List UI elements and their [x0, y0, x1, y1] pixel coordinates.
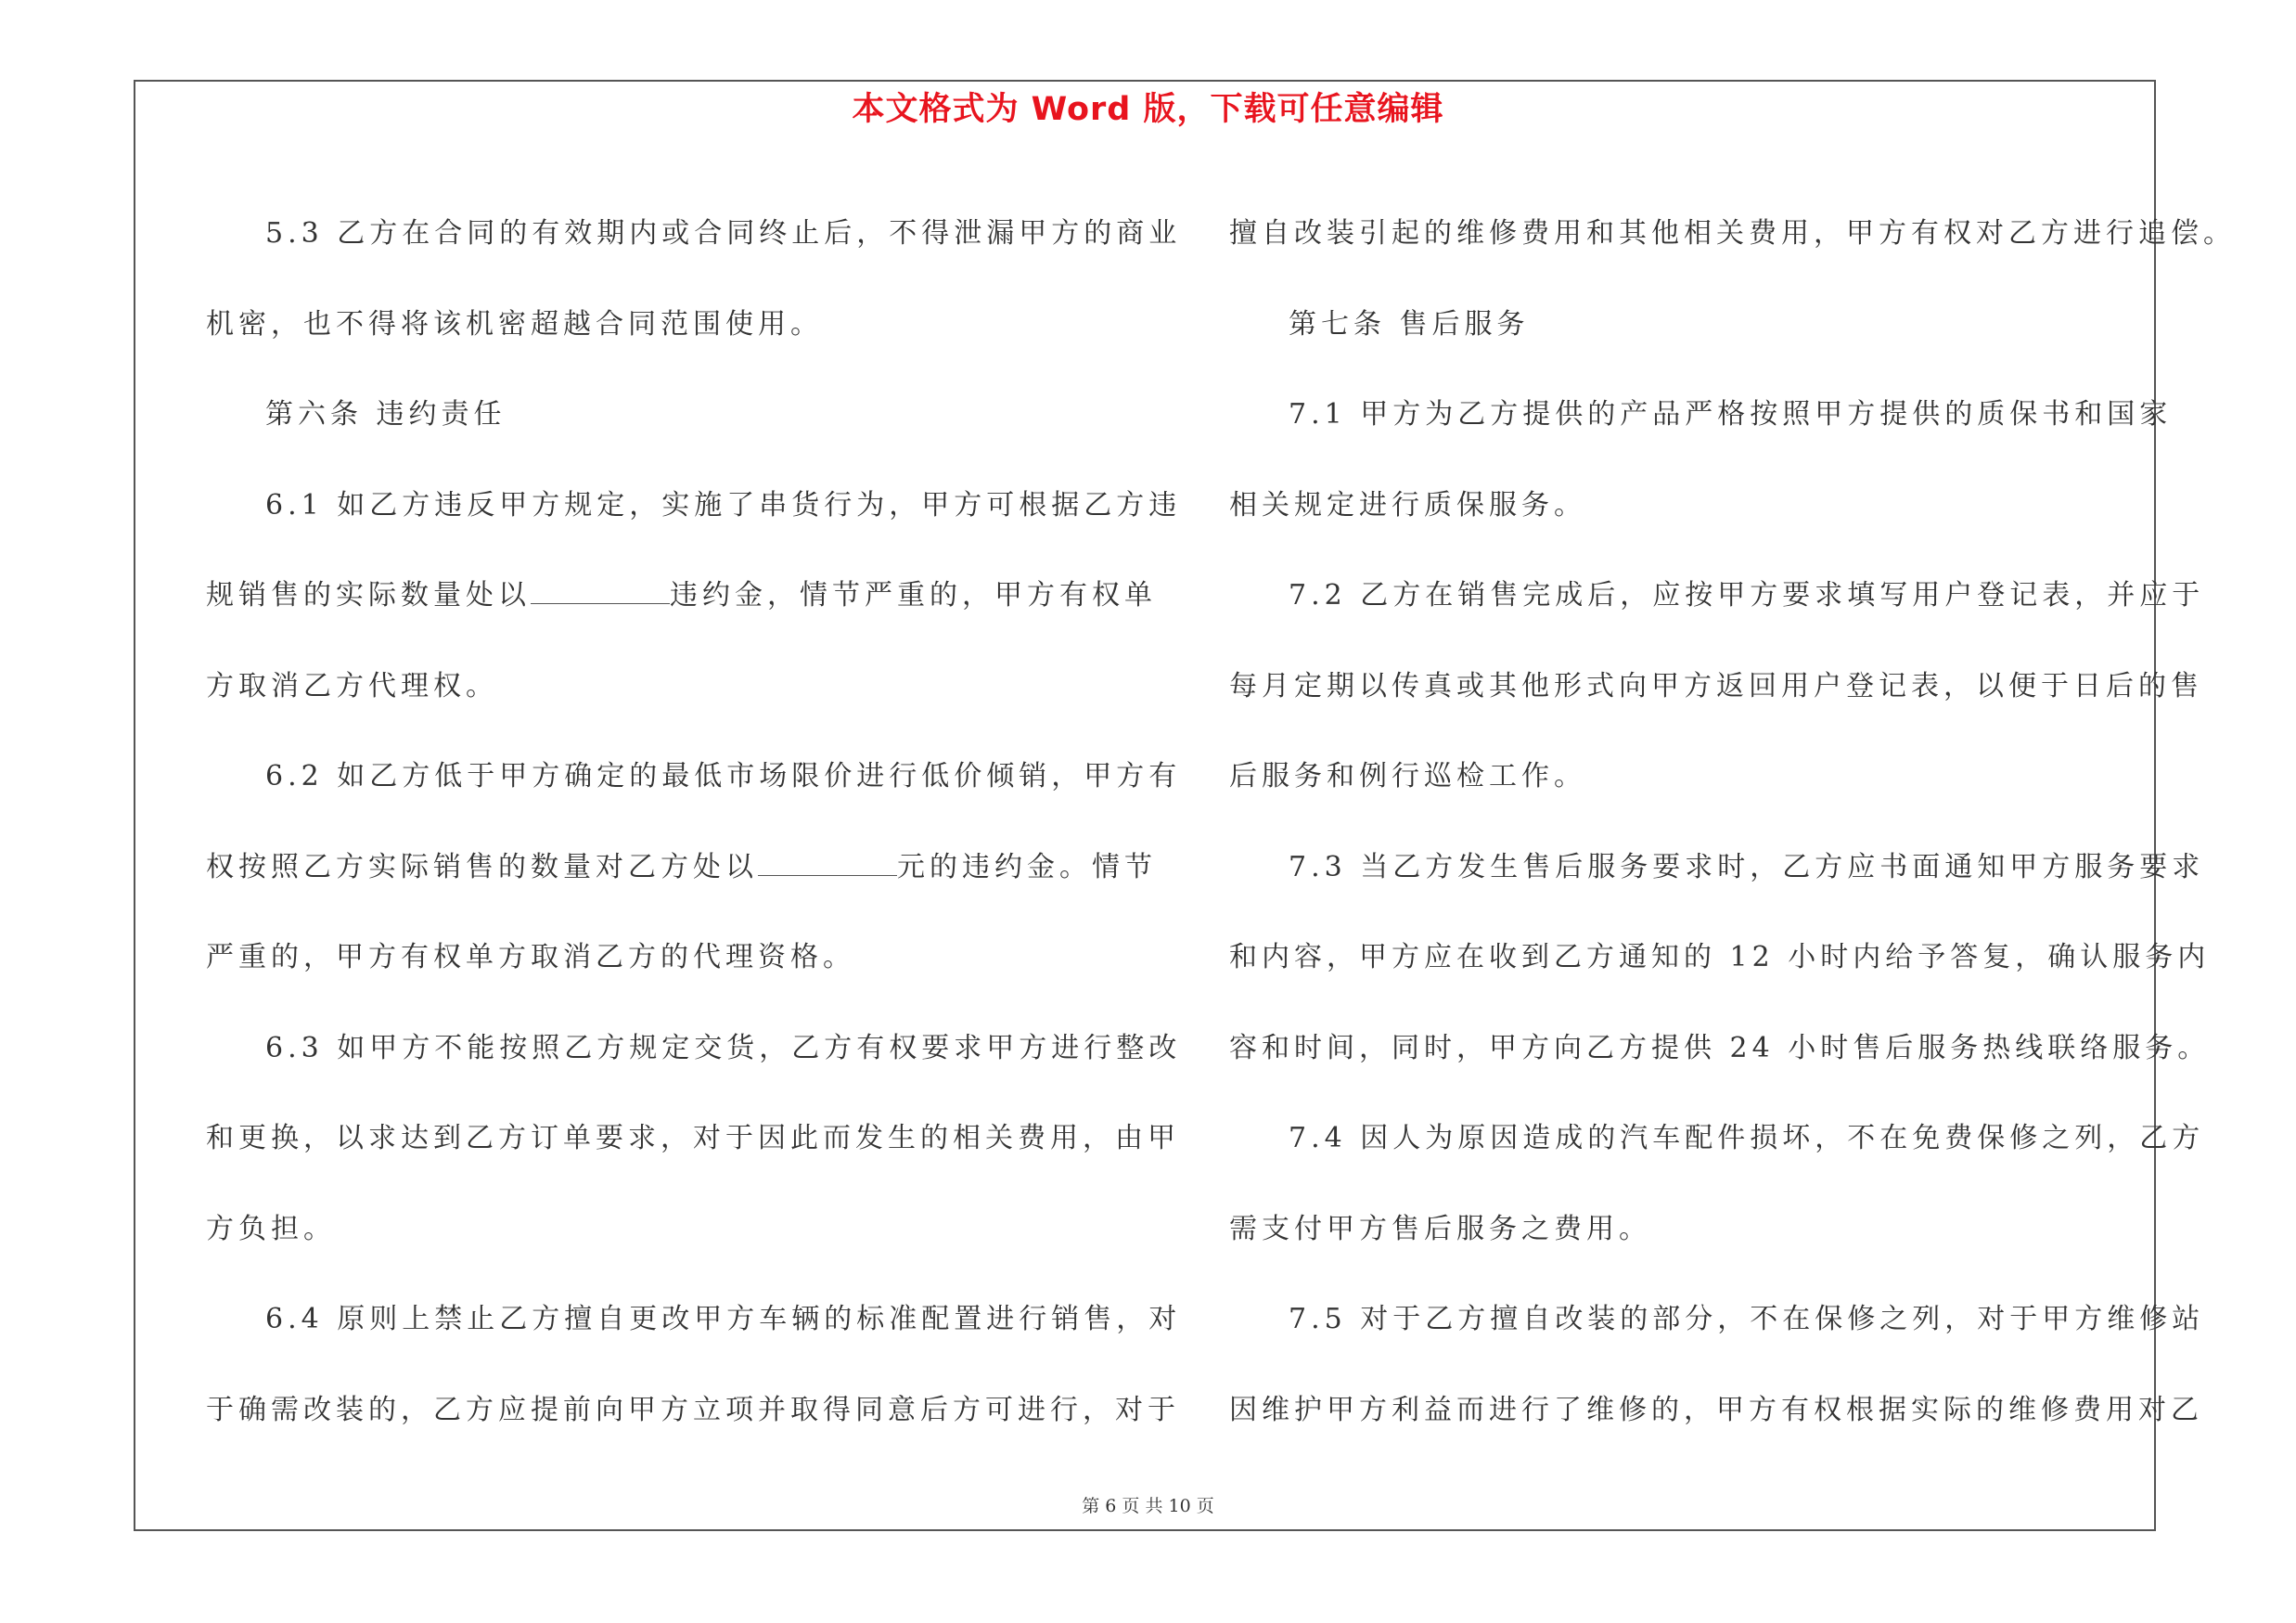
- paragraph-line: 6.2 如乙方低于甲方确定的最低市场限价进行低价倾销，甲方有: [265, 760, 1182, 792]
- page-number-footer: 第 6 页 共 10 页: [1082, 1496, 1214, 1516]
- paragraph-line: 需支付甲方售后服务之费用。: [1229, 1212, 1651, 1245]
- paragraph-line: 6.3 如甲方不能按照乙方规定交货，乙方有权要求甲方进行整改: [265, 1031, 1182, 1064]
- line-text: 违约金，情节严重的，甲方有权单: [670, 579, 1157, 612]
- paragraph-line: 7.2 乙方在销售完成后，应按甲方要求填写用户登记表，并应于: [1289, 579, 2205, 612]
- paragraph-line: 容和时间，同时，甲方向乙方提供 24 小时售后服务热线联络服务。: [1229, 1031, 2211, 1064]
- paragraph-line: 5.3 乙方在合同的有效期内或合同终止后，不得泄漏甲方的商业: [265, 217, 1182, 250]
- line-text: 规销售的实际数量处以: [206, 579, 531, 612]
- paragraph-line: 后服务和例行巡检工作。: [1229, 760, 1586, 792]
- section-heading-after-sales: 第七条 售后服务: [1289, 307, 1530, 341]
- paragraph-line: 和更换，以求达到乙方订单要求，对于因此而发生的相关费用，由甲: [206, 1122, 1180, 1154]
- fill-in-blank: [758, 851, 897, 876]
- line-text: 元的违约金。情节: [897, 850, 1157, 883]
- paragraph-line: 7.5 对于乙方擅自改装的部分，不在保修之列，对于甲方维修站: [1289, 1303, 2205, 1335]
- right-column: [1229, 188, 2296, 1455]
- paragraph-line: 擅自改装引起的维修费用和其他相关费用，甲方有权对乙方进行追偿。: [1229, 217, 2236, 250]
- paragraph-line: 方取消乙方代理权。: [206, 669, 498, 702]
- paragraph-line: 和内容，甲方应在收到乙方通知的 12 小时内给予答复，确认服务内: [1229, 941, 2211, 973]
- word-format-banner: 本文格式为 Word 版，下载可任意编辑: [852, 91, 1444, 128]
- paragraph-line: 因维护甲方利益而进行了维修的，甲方有权根据实际的维修费用对乙: [1229, 1393, 2203, 1426]
- paragraph-line: 每月定期以传真或其他形式向甲方返回用户登记表，以便于日后的售: [1229, 669, 2203, 702]
- paragraph-line: 严重的，甲方有权单方取消乙方的代理资格。: [206, 941, 855, 973]
- paragraph-line: [206, 550, 1157, 641]
- fill-in-blank: [531, 579, 670, 604]
- left-column: [206, 188, 1182, 1455]
- paragraph-line: 方负担。: [206, 1212, 336, 1245]
- paragraph-line: 7.4 因人为原因造成的汽车配件损坏，不在免费保修之列，乙方: [1289, 1122, 2205, 1154]
- paragraph-line: [206, 822, 1157, 913]
- paragraph-line: 相关规定进行质保服务。: [1229, 488, 1586, 522]
- paragraph-line: 6.1 如乙方违反甲方规定，实施了串货行为，甲方可根据乙方违: [265, 488, 1182, 522]
- line-text: 权按照乙方实际销售的数量对乙方处以: [206, 850, 758, 883]
- paragraph-line: 7.3 当乙方发生售后服务要求时，乙方应书面通知甲方服务要求: [1289, 850, 2205, 883]
- paragraph-line: 于确需改装的，乙方应提前向甲方立项并取得同意后方可进行，对于: [206, 1393, 1180, 1426]
- paragraph-line: 6.4 原则上禁止乙方擅自更改甲方车辆的标准配置进行销售，对: [265, 1303, 1182, 1335]
- section-heading-breach: 第六条 违约责任: [265, 398, 507, 431]
- paragraph-line: 7.1 甲方为乙方提供的产品严格按照甲方提供的质保书和国家: [1289, 398, 2173, 431]
- paragraph-line: 机密，也不得将该机密超越合同范围使用。: [206, 307, 823, 341]
